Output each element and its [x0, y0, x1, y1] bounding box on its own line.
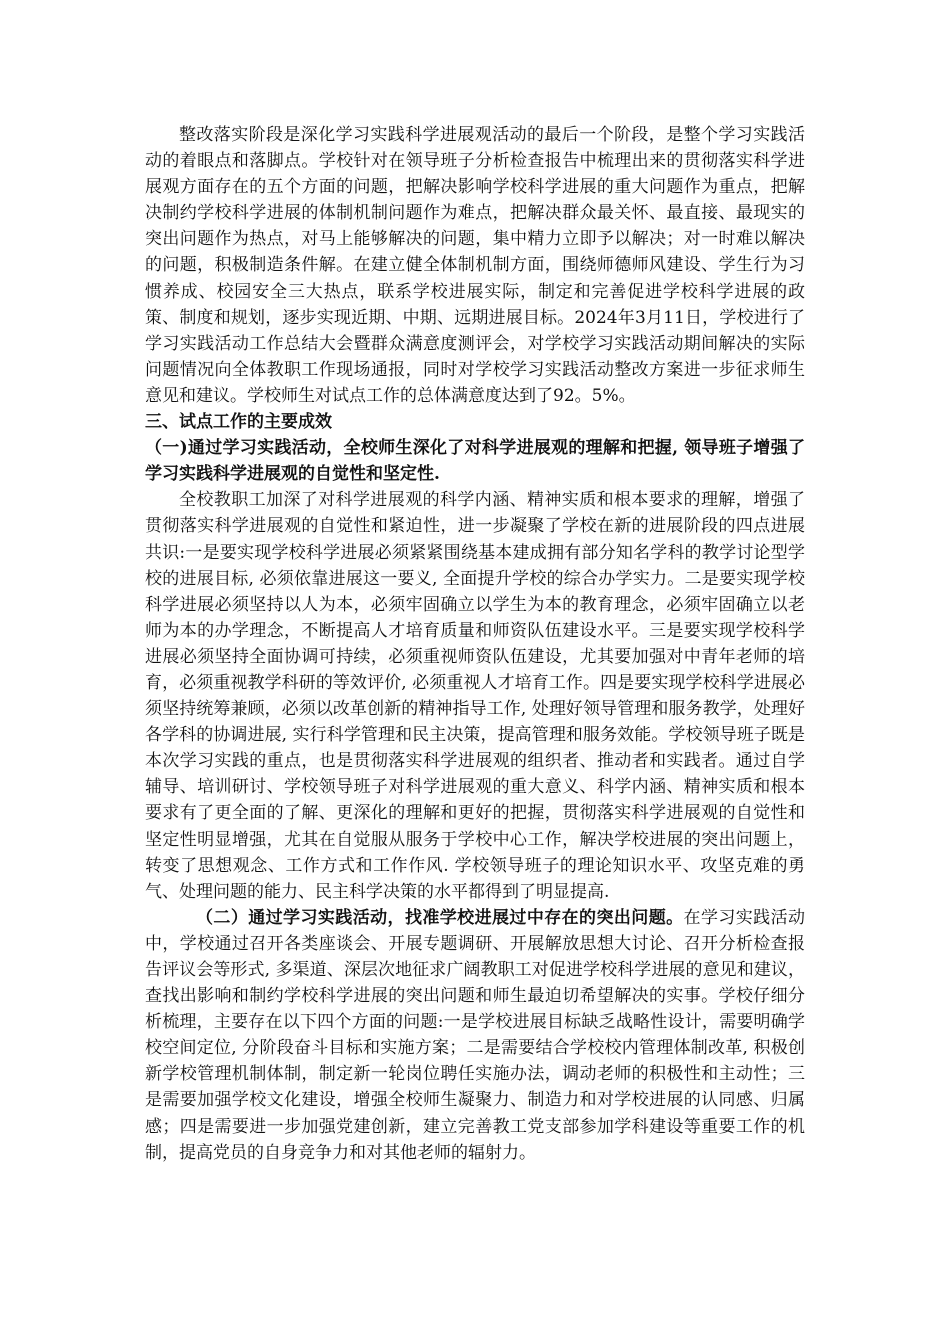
paragraph-prominent-problems-body: 在学习实践活动中，学校通过召开各类座谈会、开展专题调研、开展解放思想大讨论、召开分析检查报告评议会等形式, 多渠道、深层次地征求广阔教职工对促进学校科学进展的意见和建议，查找出影响和制约学校科学进展的突出问题和师生最迫切希望解决的实事。学校仔细分析梳理，主要存在以下四个方面的问题:一是学校进展目标缺乏战略性设计，需要明确学校空间定位, 分阶段奋斗目标和实施方案；二是需要结合学校校内管理体制改革, 积极创新学校管理机制体制，制定新一轮岗位聘任实施办法，调动老师的积极性和主动性；三是需要加强学校文化建设，增强全校师生凝聚力、制造力和对学校进展的认同感、归属感；四是需要进一步加强党建创新，建立完善教工党支部参加学科建设等重要工作的机制，提高党员的自身竞争力和对其他老师的辐射力。 — [145, 907, 806, 1163]
paragraph-four-consensus: 全校教职工加深了对科学进展观的科学内涵、精神实质和根本要求的理解，增强了贯彻落实科学进展观的自觉性和紧迫性，进一步凝聚了学校在新的进展阶段的四点进展共识:一是要实现学校科学进展必须紧紧围绕基本建成拥有部分知名学科的教学讨论型学校的进展目标, 必须依靠进展这一要义, 全面提升学校的综合办学实力。二是要实现学校科学进展必须坚持以人为本，必须牢固确立以学生为本的教育理念，必须牢固确立以老师为本的办学理念，不断提高人才培育质量和师资队伍建设水平。三是要实现学校科学进展必须坚持全面协调可持续，必须重视师资队伍建设，尤其要加强对中青年老师的培育，必须重视教学科研的等效评价, 必须重视人才培育工作。四是要实现学校科学进展必须坚持统筹兼顾，必须以改革创新的精神指导工作, 处理好领导管理和服务教学，处理好各学科的协调进展, 实行科学管理和民主决策，提高管理和服务效能。学校领导班子既是本次学习实践的重点，也是贯彻落实科学进展观的组织者、推动者和实践者。通过自学辅导、培训研讨、学校领导班子对科学进展观的重大意义、科学内涵、精神实质和根本要求有了更全面的了解、更深化的理解和更好的把握，贯彻落实科学进展观的自觉性和坚定性明显增强，尤其在自觉服从服务于学校中心工作，解决学校进展的突出问题上，转变了思想观念、工作方式和工作作风. 学校领导班子的理论知识水平、攻坚克难的勇气、处理问题的能力、民主科学决策的水平都得到了明显提高. — [145, 490, 805, 902]
section-heading-main-achievements: 三、试点工作的主要成效 — [145, 412, 332, 433]
subheading-deepened-understanding: （一)通过学习实践活动，全校师生深化了对科学进展观的理解和把握, 领导班子增强了学习实践科学进展观的自觉性和坚定性. — [145, 438, 805, 485]
document-body — [145, 122, 805, 1166]
paragraph-prominent-problems — [145, 905, 805, 1166]
paragraph-rectification: 整改落实阶段是深化学习实践科学进展观活动的最后一个阶段，是整个学习实践活动的着眼点和落脚点。学校针对在领导班子分析检查报告中梳理出来的贯彻落实科学进展观方面存在的五个方面的问题，把解决影响学校科学进展的重大问题作为重点，把解决制约学校科学进展的体制机制问题作为难点，把解决群众最关怀、最直接、最现实的突出问题作为热点，对马上能够解决的问题，集中精力立即予以解决；对一时难以解决的问题，积极制造条件解。在建立健全体制机制方面，围绕师德师风建设、学生行为习惯养成、校园安全三大热点，联系学校进展实际，制定和完善促进学校科学进展的政策、制度和规划，逐步实现近期、中期、远期进展目标。2024年3月11日，学校进行了学习实践活动工作总结大会暨群众满意度测评会，对学校学习实践活动期间解决的实际问题情况向全体教职工作现场通报，同时对学校学习实践活动整改方案进一步征求师生意见和建议。学校师生对试点工作的总体满意度达到了92。5%。 — [145, 125, 805, 406]
subheading-prominent-problems: （二）通过学习实践活动，找准学校进展过中存在的突出问题。 — [196, 907, 684, 928]
